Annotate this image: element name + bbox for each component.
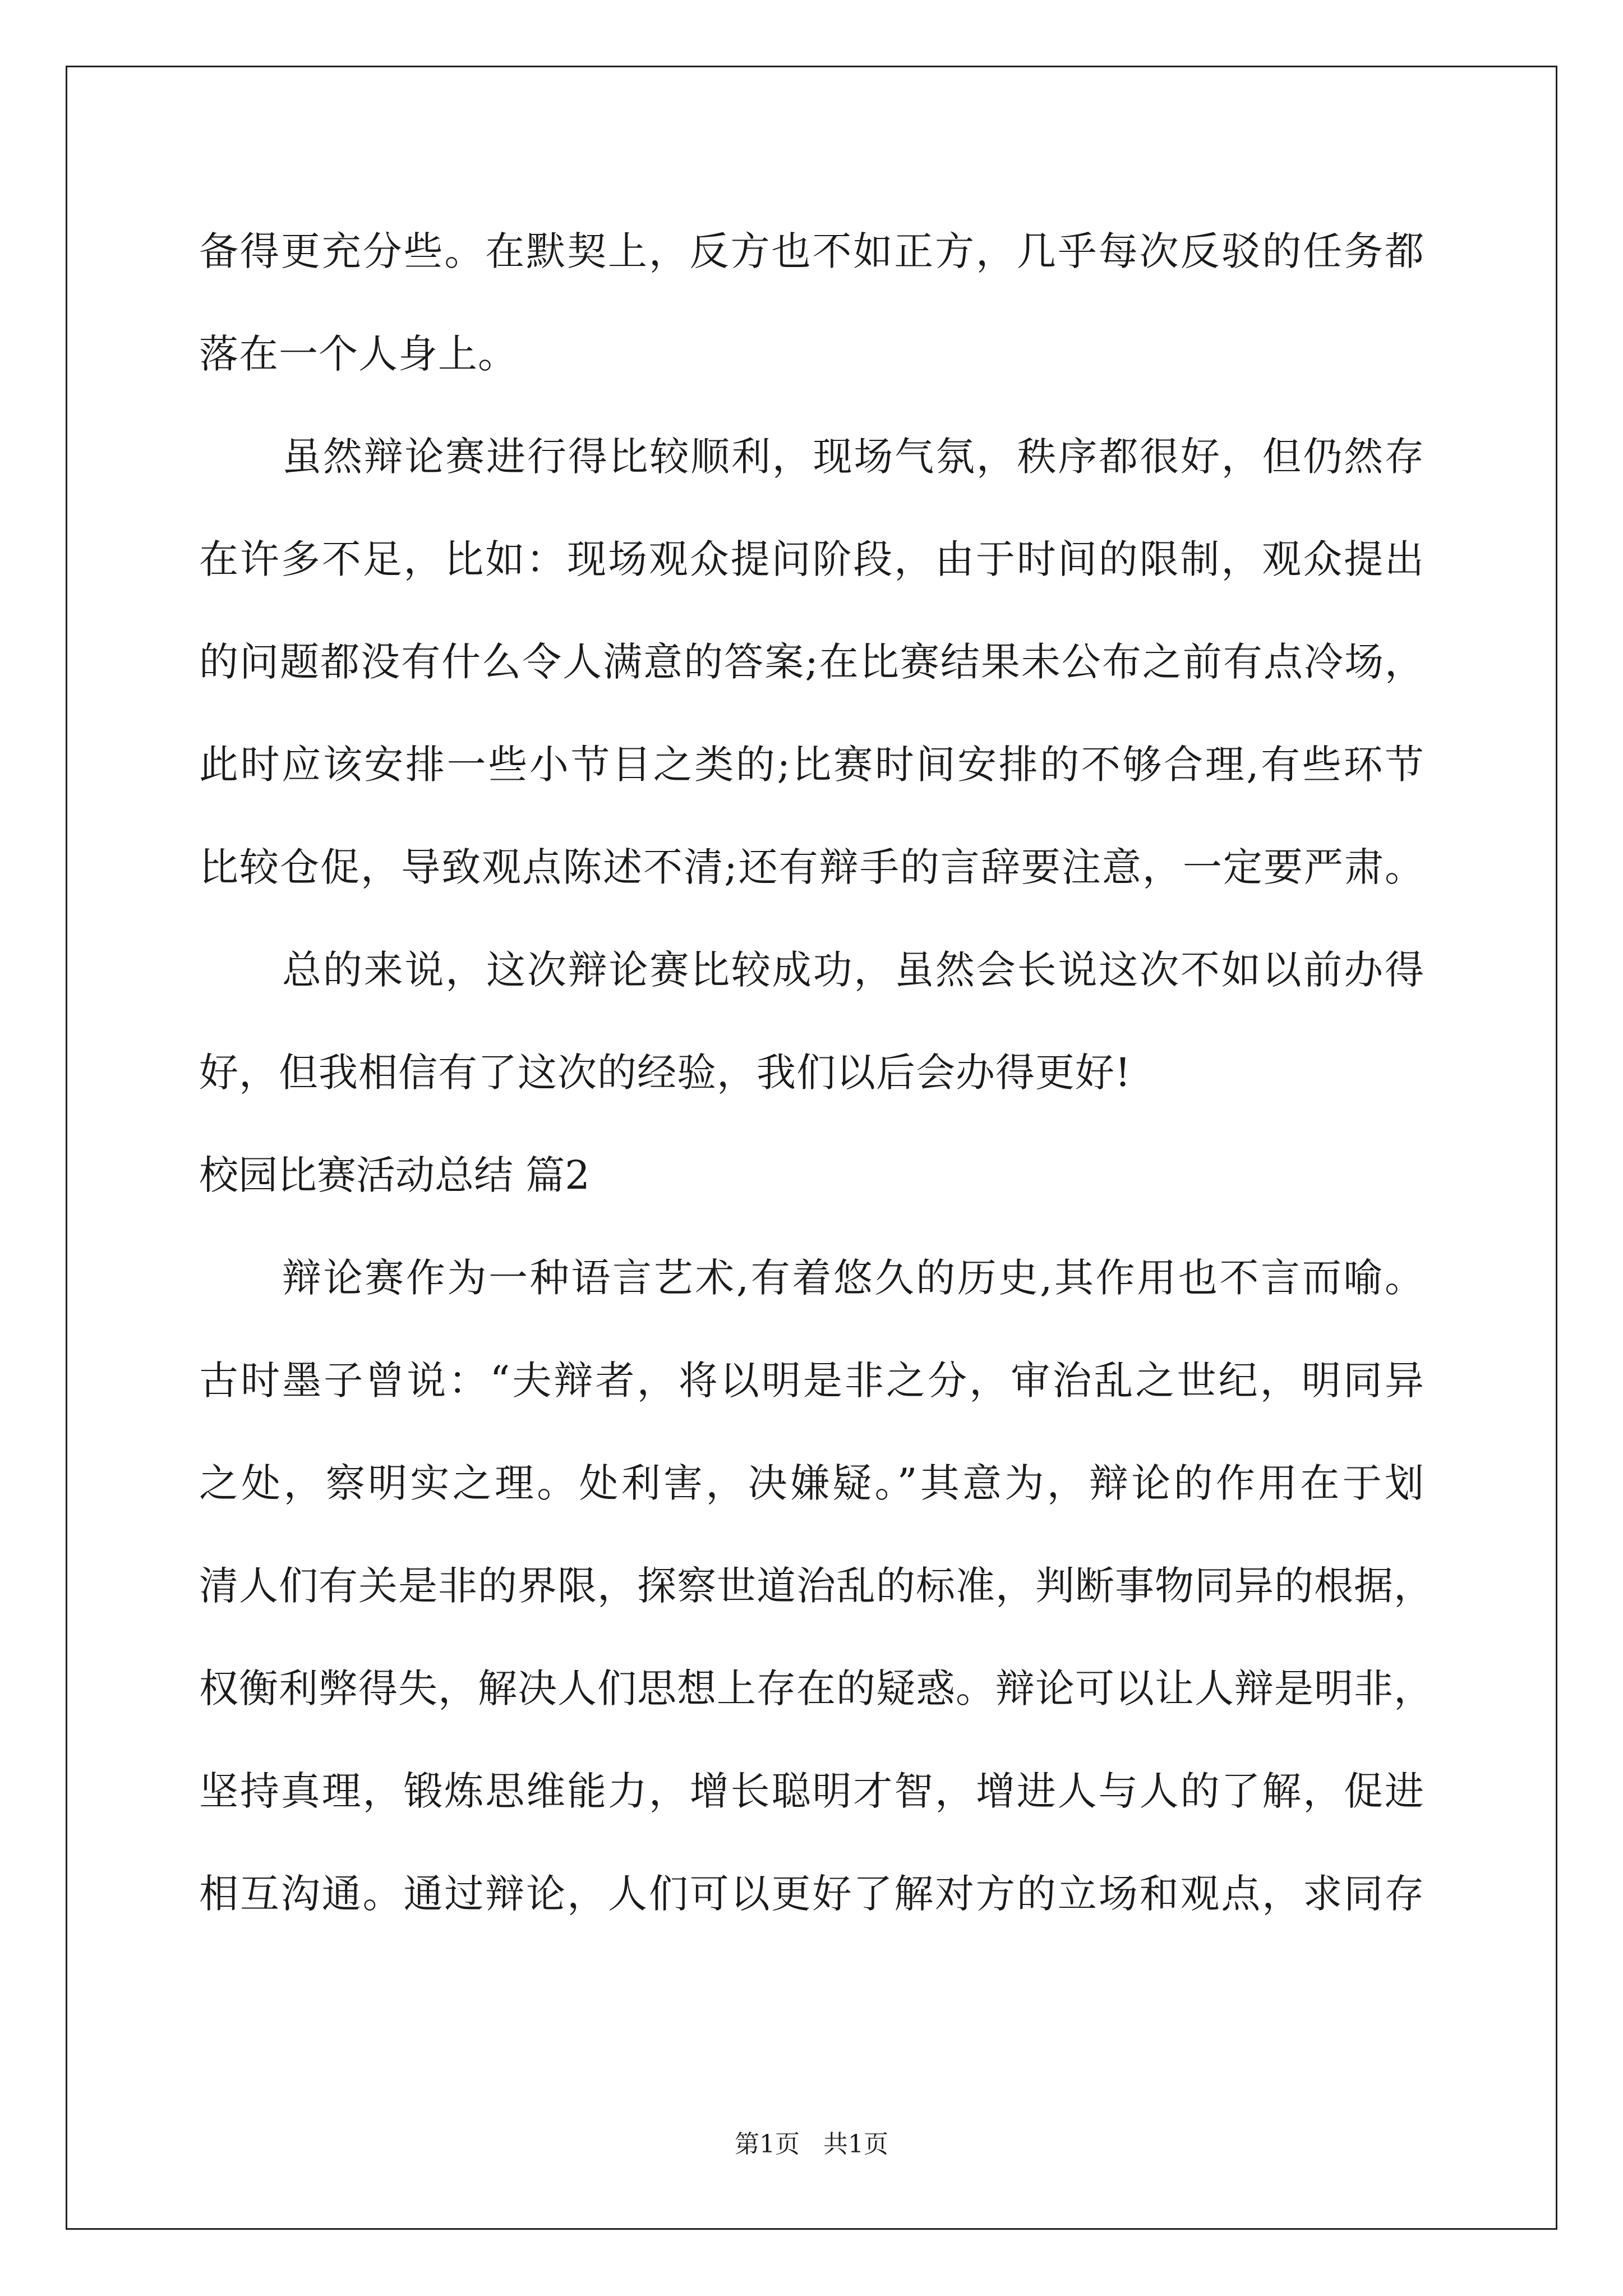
text-line: 清人们有关是非的界限，探察世道治乱的标准，判断事物同异的根据，	[199, 1563, 1433, 1609]
text-line: 比较仓促，导致观点陈述不清;还有辩手的言辞要注意，一定要严肃。	[199, 844, 1424, 890]
text-line: 此时应该安排一些小节目之类的;比赛时间安排的不够合理,有些环节	[199, 742, 1424, 788]
text-line: 好，但我相信有了这次的经验，我们以后会办得更好!	[199, 1050, 1132, 1096]
page-footer	[0, 2128, 1623, 2161]
text-line: 坚持真理，锻炼思维能力，增长聪明才智，增进人与人的了解，促进	[199, 1768, 1424, 1814]
text-line: 相互沟通。通过辩论，人们可以更好了解对方的立场和观点，求同存	[199, 1871, 1424, 1917]
text-line: 古时墨子曾说：“夫辩者，将以明是非之分，审治乱之世纪，明同异	[199, 1358, 1424, 1404]
text-line: 备得更充分些。在默契上，反方也不如正方，几乎每次反驳的任务都	[199, 228, 1424, 274]
page-total: 共1页	[823, 2130, 888, 2159]
text-line: 的问题都没有什么令人满意的答案;在比赛结果未公布之前有点冷场，	[199, 639, 1424, 685]
document-body	[199, 215, 1433, 1960]
text-line: 虽然辩论赛进行得比较顺利，现场气氛，秩序都很好，但仍然存	[282, 434, 1424, 480]
section-heading: 校园比赛活动总结 篇2	[199, 1152, 590, 1198]
text-line: 在许多不足，比如：现场观众提问阶段，由于时间的限制，观众提出	[199, 536, 1424, 582]
text-line: 总的来说，这次辩论赛比较成功，虽然会长说这次不如以前办得	[282, 947, 1424, 993]
text-line: 辩论赛作为一种语言艺术,有着悠久的历史,其作用也不言而喻。	[282, 1255, 1424, 1301]
text-line: 之处，察明实之理。处利害，决嫌疑。”其意为，辩论的作用在于划	[199, 1460, 1424, 1506]
text-line: 权衡利弊得失，解决人们思想上存在的疑惑。辩论可以让人辩是明非，	[199, 1665, 1433, 1711]
text-line: 落在一个人身上。	[199, 331, 518, 377]
page-number: 第1页	[735, 2130, 800, 2159]
